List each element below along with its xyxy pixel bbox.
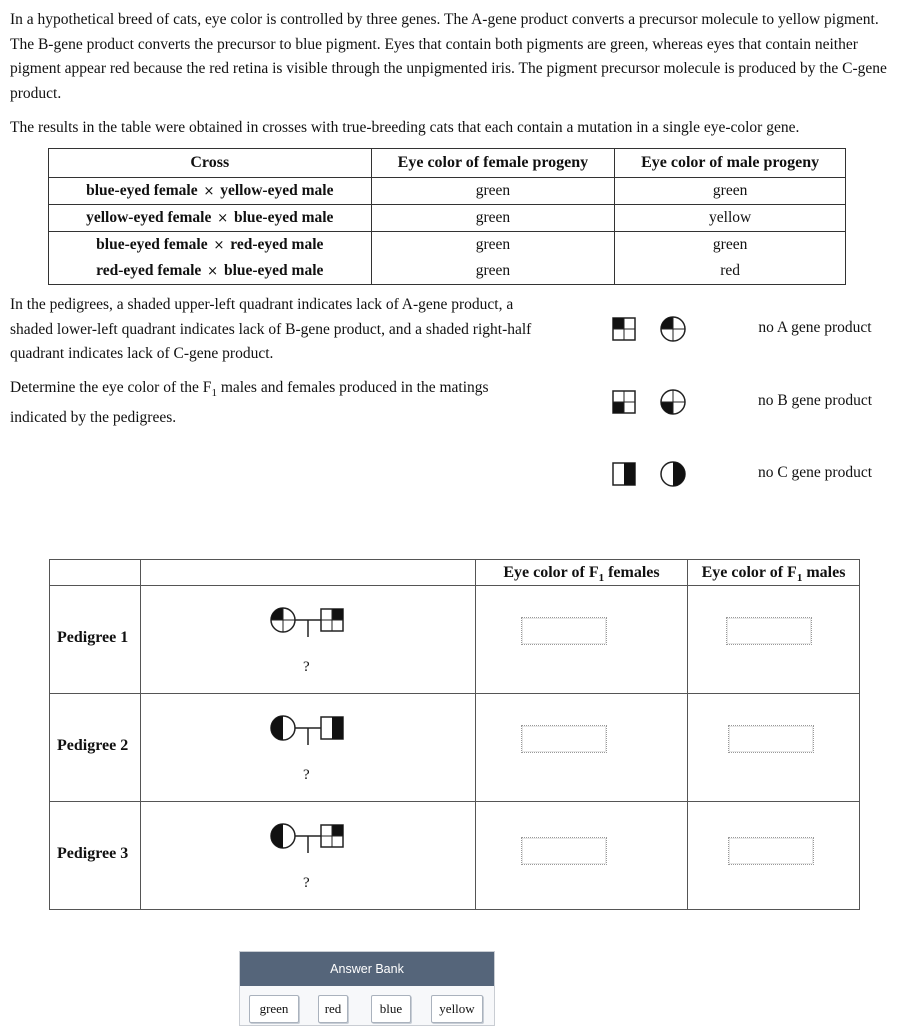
legend-circle-no-a (661, 317, 685, 341)
pedigree-1-female-circle (271, 608, 295, 632)
male-progeny-cell: red (615, 258, 846, 285)
male-progeny-cell: green (615, 232, 846, 259)
cross-cell: blue-eyed female × yellow-eyed male (49, 178, 372, 205)
cross-results-table (48, 148, 846, 285)
answer-bank-title: Answer Bank (240, 952, 494, 986)
answer-bank (239, 951, 495, 1026)
male-progeny-header: Eye color of male progeny (615, 149, 846, 178)
answer-chip-green[interactable]: green (249, 995, 299, 1023)
pedigree-2-mating (267, 715, 347, 745)
pedigree-2-label: Pedigree 2 (57, 737, 129, 754)
pedigree-2-female-circle (271, 716, 295, 740)
intro-paragraph: In a hypothetical breed of cats, eye color is controlled by three genes. The A-gene product converts a precursor molecule to yellow pigment. The B-gene product converts the precursor to blue pigment. Eyes that contain both pigments are green, whereas eyes that contain neither pigment appear red because the red retina is visible through the unpigmented iris. The pigment precursor molecule is produced by the C-gene product. (10, 11, 887, 102)
female-progeny-cell: green (371, 258, 615, 285)
pedigree-3-females-dropzone[interactable] (521, 837, 607, 865)
legend-square-no-b (613, 391, 635, 413)
pedigree-grid (49, 559, 860, 910)
pedigree-1-male-square (321, 609, 343, 631)
males-column-header: Eye color of $F_1$ males (701, 564, 846, 585)
cross-cell: red-eyed female × blue-eyed male (49, 258, 372, 285)
legend-square-no-a (613, 318, 635, 340)
pedigree-1-mating (267, 607, 347, 637)
pedigree-3-males-dropzone[interactable] (728, 837, 814, 865)
table-row (49, 205, 846, 232)
pedigree-2-males-dropzone[interactable] (728, 725, 814, 753)
table-row (49, 178, 846, 205)
legend-square-no-c (613, 463, 635, 485)
legend-symbols (608, 312, 688, 492)
answer-chip-red[interactable]: red (318, 995, 348, 1023)
pedigree-3-female-circle (271, 824, 295, 848)
pedigree-2-offspring: ? (303, 767, 310, 783)
pedigree-2-females-dropzone[interactable] (521, 725, 607, 753)
table-row (49, 232, 846, 259)
answer-chip-yellow[interactable]: yellow (431, 995, 483, 1023)
female-progeny-cell: green (371, 232, 615, 259)
cross-cell: blue-eyed female × red-eyed male (49, 232, 372, 259)
cross-header: Cross (49, 149, 372, 178)
pedigree-1-offspring: ? (303, 659, 310, 675)
legend-label-no-b: no B gene product (757, 392, 873, 409)
determine-instruction: Determine the eye color of the $F_1$ males and females produced in the matings indicated by the pedigrees. (10, 379, 489, 426)
pedigree-explanation: In the pedigrees, a shaded upper-left quadrant indicates lack of A-gene product, a shaded lower-left quadrant indicates lack of B-gene product, and a shaded right-half quadrant indicates lack of C-gene product. (10, 296, 532, 362)
pedigree-1-males-dropzone[interactable] (726, 617, 812, 645)
pedigree-2-male-square (321, 717, 343, 739)
male-progeny-cell: yellow (615, 205, 846, 232)
pedigree-1-label: Pedigree 1 (57, 629, 129, 646)
pedigree-3-male-square (321, 825, 343, 847)
answer-chip-blue[interactable]: blue (371, 995, 411, 1023)
pedigree-3-offspring: ? (303, 875, 310, 891)
pedigree-3-label: Pedigree 3 (57, 845, 129, 862)
legend-label-no-a: no A gene product (758, 319, 872, 336)
pedigree-1-females-dropzone[interactable] (521, 617, 607, 645)
results-text: The results in the table were obtained in crosses with true-breeding cats that each contain a mutation in a single eye-color gene. (10, 119, 800, 136)
female-progeny-cell: green (371, 205, 615, 232)
females-column-header: Eye color of $F_1$ females (503, 564, 660, 585)
table-row (49, 258, 846, 285)
female-progeny-header: Eye color of female progeny (371, 149, 615, 178)
cross-cell: yellow-eyed female × blue-eyed male (49, 205, 372, 232)
male-progeny-cell: green (615, 178, 846, 205)
legend-circle-no-b (661, 390, 685, 414)
legend-label-no-c: no C gene product (757, 464, 873, 481)
pedigree-3-mating (267, 823, 347, 853)
female-progeny-cell: green (371, 178, 615, 205)
legend-circle-no-c (661, 462, 685, 486)
